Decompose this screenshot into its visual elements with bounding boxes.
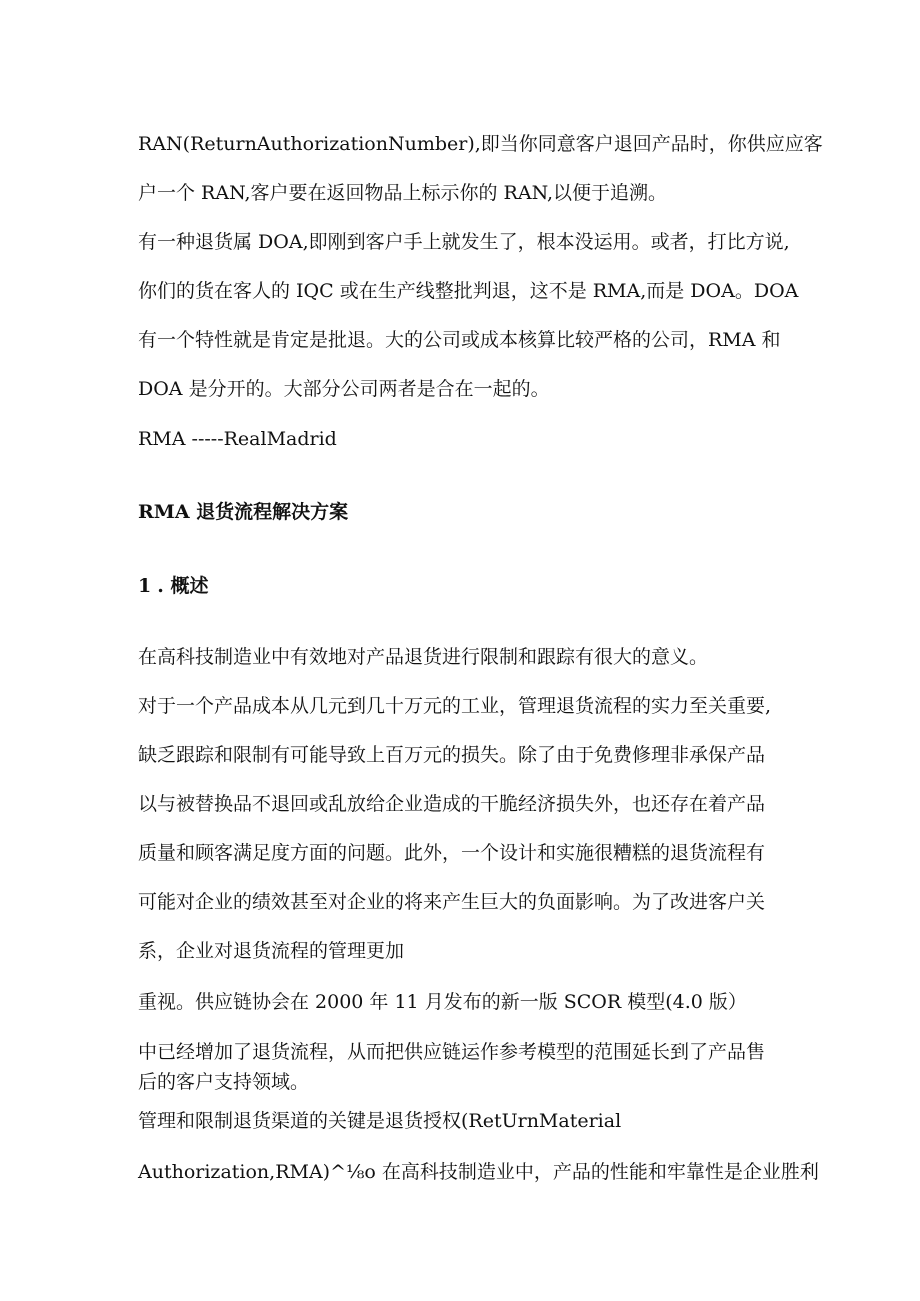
body-line: 后的客户支持领域。 bbox=[138, 1071, 310, 1093]
subsection-title: . 概述 bbox=[157, 575, 209, 597]
body-line: 在高科技制造业中有效地对产品退货进行限制和跟踪有很大的意义。 bbox=[138, 646, 709, 668]
paragraph-line: RMA -----RealMadrid bbox=[138, 428, 337, 450]
body-line: 可能对企业的绩效甚至对企业的将来产生巨大的负面影响。为了改进客户关 bbox=[138, 891, 766, 913]
body-line: 质量和顾客满足度方面的问题。此外，一个设计和实施很糟糕的退货流程有 bbox=[138, 842, 766, 864]
subsection-heading bbox=[138, 574, 208, 598]
paragraph-line: 有一种退货属 DOA,即刚到客户手上就发生了，根本没运用。或者，打比方说, bbox=[138, 231, 790, 253]
paragraph-line: RAN(ReturnAuthorizationNumber),即当你同意客户退回产品时，你供应应客 bbox=[138, 133, 823, 155]
body-line: 重视。供应链协会在 2000 年 11 月发布的新一版 SCOR 模型(4.0 版） bbox=[138, 991, 747, 1013]
body-line: 对于一个产品成本从几元到几十万元的工业，管理退货流程的实力至关重要, bbox=[138, 695, 772, 717]
body-line: 系，企业对退货流程的管理更加 bbox=[138, 940, 405, 962]
paragraph-line: DOA 是分开的。大部分公司两者是合在一起的。 bbox=[138, 378, 550, 400]
body-line: Authorization,RMA)^⅛o 在高科技制造业中，产品的性能和牢靠性是企业胜利 bbox=[138, 1161, 819, 1183]
paragraph-line: 户一个 RAN,客户要在返回物品上标示你的 RAN,以便于追溯。 bbox=[138, 182, 668, 204]
paragraph-line: 你们的货在客人的 IQC 或在生产线整批判退，这不是 RMA,而是 DOA。DOA bbox=[138, 280, 799, 302]
body-line: 管理和限制退货渠道的关键是退货授权(RetUrnMaterial bbox=[138, 1110, 622, 1132]
body-line: 以与被替换品不退回或乱放给企业造成的干脆经济损失外，也还存在着产品 bbox=[138, 793, 766, 815]
section-title: RMA 退货流程解决方案 bbox=[138, 501, 349, 523]
body-line: 缺乏跟踪和限制有可能导致上百万元的损失。除了由于免费修理非承保产品 bbox=[138, 744, 766, 766]
paragraph-line: 有一个特性就是肯定是批退。大的公司或成本核算比较严格的公司，RMA 和 bbox=[138, 329, 781, 351]
body-line: 中已经增加了退货流程，从而把供应链运作参考模型的范围延长到了产品售 bbox=[138, 1041, 766, 1063]
subsection-number: 1 bbox=[138, 575, 152, 597]
